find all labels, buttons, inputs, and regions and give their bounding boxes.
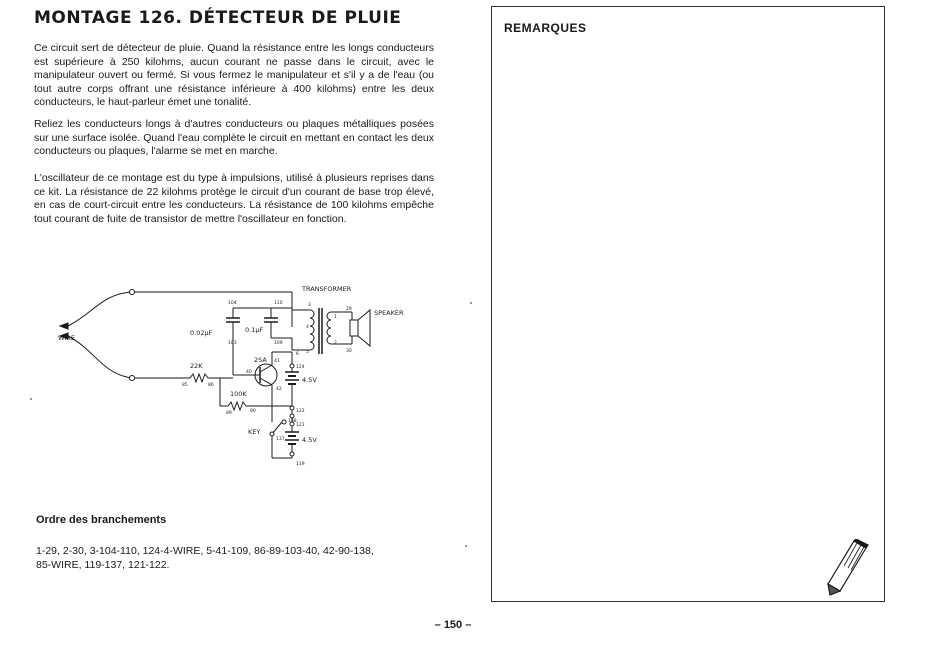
label-battery-2: 4.5V — [302, 436, 317, 444]
speaker-symbol — [350, 320, 358, 336]
page-number: – 150 – — [434, 619, 472, 631]
wire-arrow-upper — [60, 323, 68, 329]
terminal-41: 41 — [274, 359, 280, 364]
resistor-100k — [228, 402, 246, 410]
terminal-137: 137 — [276, 437, 285, 442]
terminal-42: 42 — [276, 387, 282, 392]
terminal-138: 138 — [288, 419, 297, 424]
wiring-line-2: 85-WIRE, 119-137, 121-122. — [36, 559, 170, 571]
terminal-2: 2 — [334, 341, 337, 346]
circuit-schematic — [40, 282, 420, 482]
wiring-list — [36, 544, 416, 572]
terminal-3: 3 — [308, 303, 311, 308]
label-transistor: 2SA — [254, 356, 267, 364]
label-c1: 0.02μF — [190, 329, 213, 337]
scan-speck — [30, 398, 32, 400]
label-wire: WIRE — [58, 334, 75, 342]
terminal-103: 103 — [228, 341, 237, 346]
terminal-5: 5 — [306, 350, 309, 355]
terminal-90: 90 — [250, 409, 256, 414]
notes-title: REMARQUES — [504, 21, 587, 35]
terminal-30: 30 — [346, 349, 352, 354]
terminal-119: 119 — [296, 462, 305, 467]
wiring-line-1: 1-29, 2-30, 3-104-110, 124-4-WIRE, 5-41-109, 86-89-103-40, 42-90-138, — [36, 545, 374, 557]
resistor-22k — [190, 374, 208, 382]
terminal-110: 110 — [274, 301, 283, 306]
terminal-104: 104 — [228, 301, 237, 306]
label-r1: 22K — [190, 362, 203, 370]
wire-upper — [68, 292, 132, 326]
label-speaker: SPEAKER — [374, 309, 404, 317]
terminal-121: 121 — [296, 423, 305, 428]
notes-box — [491, 6, 885, 602]
scan-speck — [465, 545, 467, 547]
label-transformer: TRANSFORMER — [302, 285, 352, 293]
paragraph-oscillator: L'oscillateur de ce montage est du type à impulsions, utilisé à plusieurs reprises dans ce kit. La résistance de 22 kilohms protège le circuit d'un courant de base trop élevé, en cas de court-circuit entre les conducteurs. La résistance de 100 kilohms empêche tout courant de fuite de transistor de mettre l'oscillateur en fonction. — [34, 172, 434, 225]
terminal-6: 6 — [296, 352, 299, 357]
terminal-1: 1 — [334, 315, 337, 320]
label-c2: 0.1μF — [245, 326, 264, 334]
scan-speck — [470, 302, 472, 304]
paragraph-usage: Reliez les conducteurs longs à d'autres conducteurs ou plaques métalliques posées sur une surface isolée. Quand l'eau complète le circuit en mettant en contact les deux conducteurs ou plaques, l'alarme se met en marche. — [34, 118, 434, 158]
terminal-40: 40 — [246, 370, 252, 375]
wiring-title: Ordre des branchements — [36, 514, 167, 526]
transformer-secondary — [327, 312, 331, 344]
page-title: MONTAGE 126. DÉTECTEUR DE PLUIE — [34, 8, 402, 28]
terminal-89: 89 — [226, 411, 232, 416]
paragraph-intro: Ce circuit sert de détecteur de pluie. Quand la résistance entre les longs conducteurs est supérieure à 250 kilohms, aucun courant ne passe dans le circuit, avec le manipulateur ouvert ou fermé. Si vous fermez le manipulateur et s'il y a de l'eau (ou tout autre corps offrant une résistance inférieure à 400 kilohms) entre les deux conducteurs, le haut-parleur émet une tonalité. — [34, 42, 434, 109]
terminal-109: 109 — [274, 341, 283, 346]
label-battery-1: 4.5V — [302, 376, 317, 384]
label-key: KEY — [248, 428, 261, 436]
terminal-29: 29 — [346, 307, 352, 312]
terminal-124: 124 — [296, 365, 305, 370]
terminal-4: 4 — [306, 325, 309, 330]
terminal-85: 85 — [182, 383, 188, 388]
transformer-primary — [310, 310, 314, 350]
pencil-icon — [824, 539, 870, 597]
wire-lower — [68, 336, 132, 378]
terminal-86: 86 — [208, 383, 214, 388]
label-r2: 100K — [230, 390, 247, 398]
terminal-122: 122 — [296, 409, 305, 414]
